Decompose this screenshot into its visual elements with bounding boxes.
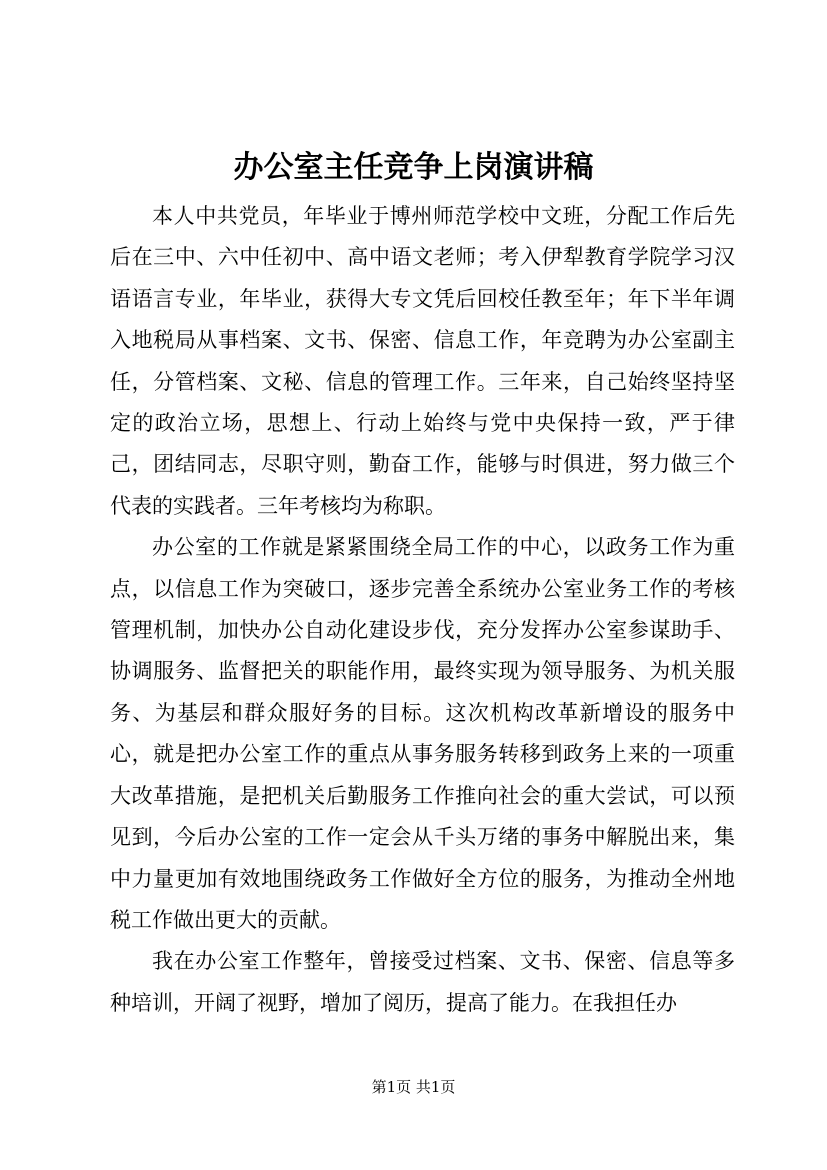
paragraph-3: 我在办公室工作整年，曾接受过档案、文书、保密、信息等多种培训，开阔了视野，增加了阅历，提高了能力。在我担任办 [110,949,735,1015]
paragraph-1: 本人中共党员，年毕业于博州师范学校中文班，分配工作后先后在三中、六中任初中、高中语文老师；考入伊犁教育学院学习汉语语言专业，年毕业，获得大专文凭后回校任教至年；年下半年调入地税局从事档案、文书、保密、信息工作，年竞聘为办公室副主任，分管档案、文秘、信息的管理工作。三年来，自己始终坚持坚定的政治立场，思想上、行动上始终与党中央保持一致，严于律己，团结同志，尽职守则，勤奋工作，能够与时俱进，努力做三个代表的实践者。三年考核均为称职。 [110,204,735,518]
document-title: 办公室主任竞争上岗演讲稿 [233,150,594,185]
paragraph-2: 办公室的工作就是紧紧围绕全局工作的中心，以政务工作为重点，以信息工作为突破口，逐步完善全系统办公室业务工作的考核管理机制，加快办公自动化建设步伐，充分发挥办公室参谋助手、协调服务、监督把关的职能作用，最终实现为领导服务、为机关服务、为基层和群众服好务的目标。这次机构改革新增设的服务中心，就是把办公室工作的重点从事务服务转移到政务上来的一项重大改革措施，是把机关后勤服务工作推向社会的重大尝试，可以预见到，今后办公室的工作一定会从千头万绪的事务中解脱出来，集中力量更加有效地围绕政务工作做好全方位的服务，为推动全州地税工作做出更大的贡献。 [110,535,735,932]
document-body [110,196,735,1024]
page-footer: 第1页 共1页 [371,1078,456,1096]
